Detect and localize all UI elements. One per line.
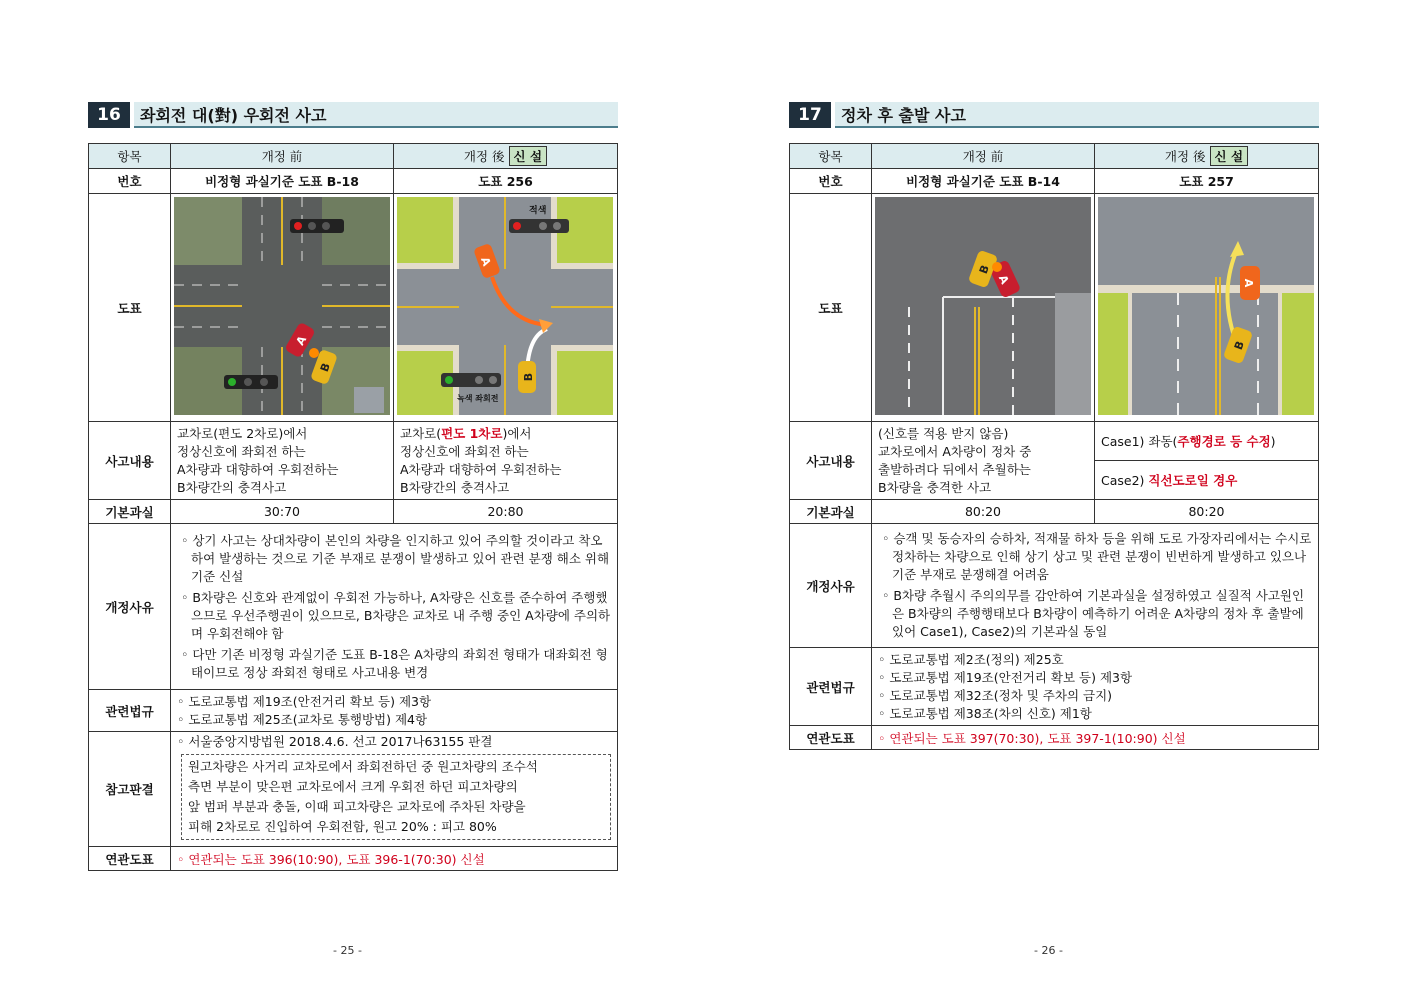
row-label: 도표 (790, 194, 872, 422)
intersection-diagram-before (174, 197, 390, 415)
law-item: ◦ 도로교통법 제19조(안전거리 확보 등) 제3항 (878, 669, 1133, 685)
header-after (1095, 144, 1319, 169)
reason-item: ◦ B차량은 신호와 관계없이 우회전 가능하나, A차량은 신호를 준수하여 주행했으므로 우선주행권이 있으므로, B차량은 교차로 내 주행 중인 A차량에 주의하며 우회전해야 함 (181, 589, 611, 641)
car-b-label: B (976, 263, 992, 276)
reason-item: ◦ 상기 사고는 상대차량이 본인의 차량을 인지하고 있어 주의할 것이라고 착오하여 발생하는 것으로 기준 부재로 분쟁이 발생하고 있어 관련 분쟁 해소 위해 기준 신설 (181, 532, 610, 584)
accident-line: B차량을 충격한 사고 (878, 479, 992, 495)
law-row (89, 690, 618, 732)
after-accident (394, 422, 618, 500)
section-title: 좌회전 대(對) 우회전 사고 (134, 102, 618, 128)
header-item: 항목 (89, 144, 171, 169)
case-line: 원고차량은 사거리 교차로에서 좌회전하던 중 원고차량의 조수석 (188, 759, 538, 774)
car-a-label: A (995, 273, 1012, 287)
car-a-label: A (293, 333, 310, 348)
parking-diagram-after (1098, 197, 1314, 415)
header-item: 항목 (790, 144, 872, 169)
reason-content (171, 524, 618, 690)
law-item: ◦ 도로교통법 제25조(교차로 통행방법) 제4항 (177, 711, 428, 727)
related-content: ◦ 연관되는 도표 397(70:30), 도표 397-1(10:90) 신설 (872, 726, 1319, 750)
case-line: 측면 부분이 맞은편 교차로에서 크게 우회전 하던 피고차량의 (188, 779, 518, 794)
related-content: ◦ 연관되는 도표 396(10:90), 도표 396-1(70:30) 신설 (171, 847, 618, 871)
row-label: 연관도표 (89, 847, 171, 871)
accident-line: 출발하려다 뒤에서 추월하는 (878, 461, 1031, 477)
intersection-diagram-after (397, 197, 613, 415)
row-label: 사고내용 (790, 422, 872, 500)
section-title-16 (88, 102, 618, 128)
related-row (89, 847, 618, 871)
header-before: 개정 前 (872, 144, 1095, 169)
after-number: 도표 257 (1095, 169, 1319, 194)
header-row (790, 144, 1319, 169)
related-row (790, 726, 1319, 750)
accident-line: B차량간의 충격사고 (177, 479, 287, 495)
after-diagram-cell (1095, 194, 1319, 422)
row-label: 참고판결 (89, 732, 171, 847)
number-row (89, 169, 618, 194)
diagram-row (89, 194, 618, 422)
accident-line: 교차로(편도 2차로)에서 (177, 425, 308, 441)
row-label: 연관도표 (790, 726, 872, 750)
law-item: ◦ 도로교통법 제38조(차의 신호) 제1항 (878, 705, 1092, 721)
reason-row (89, 524, 618, 690)
reason-item: ◦ 다만 기존 비정형 과실기준 도표 B-18은 A차량의 좌회전 형태가 대좌회전 형태이므로 정상 좌회전 형태로 사고내용 변경 (181, 646, 608, 680)
header-row (89, 144, 618, 169)
reason-content (872, 524, 1319, 648)
before-number: 비정형 과실기준 도표 B-18 (171, 169, 394, 194)
new-badge: 신 설 (1210, 146, 1249, 166)
accident-line: B차량간의 충격사고 (400, 479, 510, 495)
accident-table-16 (88, 143, 618, 871)
case-summary-box (181, 754, 611, 840)
row-label: 관련법규 (89, 690, 171, 732)
before-fault: 30:70 (171, 500, 394, 524)
case-line: 앞 범퍼 부분과 충돌, 이때 피고차량은 교차로에 주차된 차량을 (188, 799, 526, 814)
accident-line: 정상신호에 좌회전 하는 (400, 443, 529, 459)
after-fault: 80:20 (1095, 500, 1319, 524)
row-label: 번호 (89, 169, 171, 194)
page-number: - 25 - (333, 944, 362, 957)
car-a-label: A (1242, 278, 1255, 288)
accident-line: (신호를 적용 받지 않음) (878, 425, 1009, 441)
before-diagram-cell (872, 194, 1095, 422)
row-label: 사고내용 (89, 422, 171, 500)
row-label: 기본과실 (89, 500, 171, 524)
row-label: 도표 (89, 194, 171, 422)
red-signal-label: 적색 (529, 206, 547, 216)
before-diagram-cell (171, 194, 394, 422)
case-line: 피해 2차로로 진입하여 우회전함, 원고 20% : 피고 80% (188, 819, 497, 834)
after-fault: 20:80 (394, 500, 618, 524)
car-b-label: B (317, 361, 333, 374)
after-accident-case1: Case1) 좌동(주행경로 등 수정) (1095, 422, 1319, 461)
case-row (89, 732, 618, 847)
fault-row (89, 500, 618, 524)
section-number: 17 (789, 102, 831, 128)
accident-table-17 (789, 143, 1319, 750)
car-a-label: A (478, 255, 494, 268)
accident-line: 정상신호에 좌회전 하는 (177, 443, 306, 459)
law-item: ◦ 도로교통법 제19조(안전거리 확보 등) 제3항 (177, 693, 432, 709)
case-heading: ◦ 서울중앙지방법원 2018.4.6. 선고 2017나63155 판결 (177, 734, 493, 749)
section-title: 정차 후 출발 사고 (835, 102, 1319, 128)
after-number: 도표 256 (394, 169, 618, 194)
accident-line: 교차로에서 A차량이 정차 중 (878, 443, 1032, 459)
section-title-17 (789, 102, 1319, 128)
new-badge: 신 설 (509, 146, 548, 166)
fault-row (790, 500, 1319, 524)
after-accident-case2: Case2) 직선도로일 경우 (1095, 461, 1319, 500)
before-accident (872, 422, 1095, 500)
law-row (790, 648, 1319, 726)
reason-row (790, 524, 1319, 648)
row-label: 개정사유 (790, 524, 872, 648)
accident-line: A차량과 대향하여 우회전하는 (400, 461, 562, 477)
accident-line: 교차로(편도 1차로)에서 (400, 425, 532, 441)
row-label: 관련법규 (790, 648, 872, 726)
reason-item: ◦ B차량 추월시 주의의무를 감안하여 기본과실을 설정하였고 실질적 사고원인은 B차량의 주행행태보다 B차량이 예측하기 어려운 A차량의 정차 후 출발에 있어 Case1), Case2)의 기본과실 동일 (882, 588, 1305, 639)
accident-row (790, 422, 1319, 461)
row-label: 개정사유 (89, 524, 171, 690)
diagram-row (790, 194, 1319, 422)
law-item: ◦ 도로교통법 제32조(정차 및 주차의 금지) (878, 687, 1113, 703)
after-diagram-cell (394, 194, 618, 422)
before-number: 비정형 과실기준 도표 B-14 (872, 169, 1095, 194)
row-label: 번호 (790, 169, 872, 194)
section-number: 16 (88, 102, 130, 128)
accident-row (89, 422, 618, 500)
law-item: ◦ 도로교통법 제2조(정의) 제25호 (878, 651, 1064, 667)
header-before: 개정 前 (171, 144, 394, 169)
before-accident (171, 422, 394, 500)
law-content (872, 648, 1319, 726)
header-after (394, 144, 618, 169)
row-label: 기본과실 (790, 500, 872, 524)
header-after-label: 개정 後 (463, 149, 505, 164)
case-content (171, 732, 618, 847)
before-fault: 80:20 (872, 500, 1095, 524)
page-number: - 26 - (1034, 944, 1063, 957)
header-after-label: 개정 後 (1164, 149, 1206, 164)
accident-line: A차량과 대향하여 우회전하는 (177, 461, 339, 477)
number-row (790, 169, 1319, 194)
green-left-label: 녹색 좌회전 (457, 394, 499, 403)
reason-item: ◦ 승객 및 동승자의 승하차, 적재물 하차 등을 위해 도로 가장자리에서는 수시로 정차하는 차량으로 인해 상기 상고 및 관련 분쟁이 빈번하게 발생하고 있으나 기준 부재로 분쟁해결 어려움 (882, 531, 1312, 582)
law-content (171, 690, 618, 732)
car-b-label: B (1231, 339, 1247, 352)
car-b-label: B (522, 372, 535, 382)
parking-diagram-before (875, 197, 1091, 415)
